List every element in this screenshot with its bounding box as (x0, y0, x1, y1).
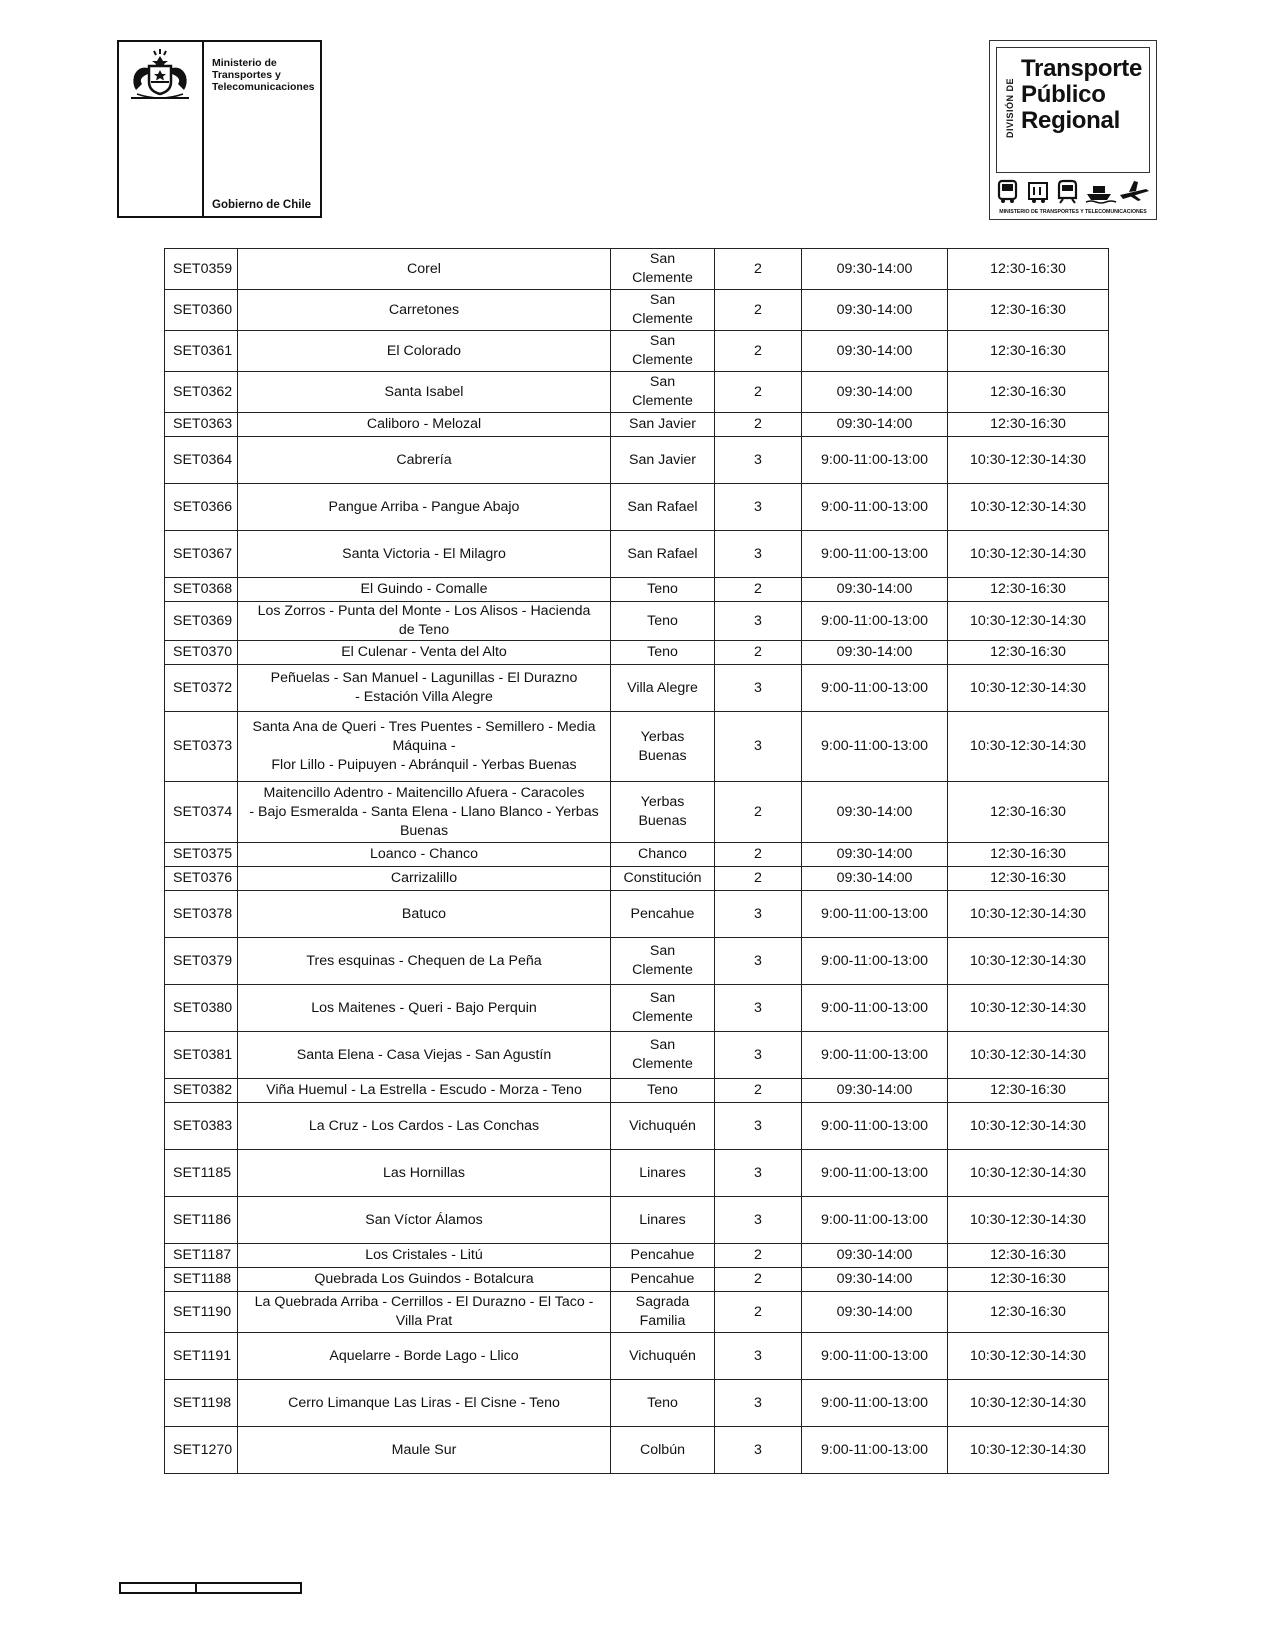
cell-schedule-b: 12:30-16:30 (948, 1244, 1109, 1268)
cell-schedule-a: 09:30-14:00 (802, 1268, 948, 1292)
table-row (165, 843, 1109, 867)
dtpr-title: Transporte Público Regional (1021, 55, 1143, 134)
cell-schedule-a: 9:00-11:00-13:00 (802, 602, 948, 641)
cell-commune: Linares (611, 1150, 715, 1197)
cell-schedule-b: 12:30-16:30 (948, 249, 1109, 290)
cell-schedule-a: 9:00-11:00-13:00 (802, 531, 948, 578)
table-row (165, 891, 1109, 938)
cell-code: SET0376 (165, 867, 238, 891)
table-row (165, 1333, 1109, 1380)
cell-route: Caliboro - Melozal (238, 413, 611, 437)
cell-schedule-a: 09:30-14:00 (802, 372, 948, 413)
cell-schedule-a: 09:30-14:00 (802, 843, 948, 867)
cell-frequency: 3 (715, 484, 802, 531)
cell-code: SET0362 (165, 372, 238, 413)
cell-frequency: 2 (715, 249, 802, 290)
table-row (165, 413, 1109, 437)
cell-commune: San Clemente (611, 938, 715, 985)
cell-commune: Teno (611, 1380, 715, 1427)
cell-frequency: 3 (715, 531, 802, 578)
cell-schedule-a: 09:30-14:00 (802, 331, 948, 372)
cell-schedule-b: 12:30-16:30 (948, 413, 1109, 437)
cell-route: El Guindo - Comalle (238, 578, 611, 602)
cell-code: SET0381 (165, 1032, 238, 1079)
cell-frequency: 2 (715, 1268, 802, 1292)
cell-frequency: 3 (715, 1103, 802, 1150)
table-row (165, 1150, 1109, 1197)
cell-code: SET0368 (165, 578, 238, 602)
cell-frequency: 3 (715, 602, 802, 641)
cell-schedule-b: 10:30-12:30-14:30 (948, 985, 1109, 1032)
minibus-icon (1029, 183, 1047, 203)
plane-icon (1120, 181, 1149, 201)
table-row (165, 1380, 1109, 1427)
cell-code: SET0373 (165, 712, 238, 782)
table-row (165, 531, 1109, 578)
cell-commune: Sagrada Familia (611, 1292, 715, 1333)
schedule-table (164, 248, 1109, 1474)
cell-commune: San Javier (611, 437, 715, 484)
cell-code: SET0378 (165, 891, 238, 938)
cell-schedule-a: 9:00-11:00-13:00 (802, 938, 948, 985)
ministry-logo (117, 40, 322, 218)
cell-schedule-a: 9:00-11:00-13:00 (802, 985, 948, 1032)
cell-frequency: 3 (715, 938, 802, 985)
cell-route: La Cruz - Los Cardos - Las Conchas (238, 1103, 611, 1150)
cell-route: Pangue Arriba - Pangue Abajo (238, 484, 611, 531)
cell-frequency: 2 (715, 1292, 802, 1333)
table-row (165, 331, 1109, 372)
cell-schedule-a: 9:00-11:00-13:00 (802, 1333, 948, 1380)
cell-frequency: 2 (715, 372, 802, 413)
dtpr-logo-frame (996, 47, 1150, 173)
cell-schedule-b: 12:30-16:30 (948, 372, 1109, 413)
table-row (165, 712, 1109, 782)
cell-schedule-b: 12:30-16:30 (948, 843, 1109, 867)
cell-code: SET0374 (165, 782, 238, 843)
schedule-table-body (165, 249, 1109, 1474)
cell-code: SET0359 (165, 249, 238, 290)
cell-route: Santa Isabel (238, 372, 611, 413)
ministry-name: Ministerio de Transportes y Telecomunicaciones (212, 57, 315, 93)
coat-of-arms-icon (125, 48, 195, 104)
cell-schedule-b: 12:30-16:30 (948, 782, 1109, 843)
table-row (165, 578, 1109, 602)
cell-schedule-b: 10:30-12:30-14:30 (948, 484, 1109, 531)
cell-code: SET0367 (165, 531, 238, 578)
government-name: Gobierno de Chile (212, 199, 312, 211)
train-icon (1059, 181, 1076, 203)
cell-schedule-b: 12:30-16:30 (948, 1268, 1109, 1292)
table-row (165, 1292, 1109, 1333)
cell-frequency: 3 (715, 1380, 802, 1427)
table-row (165, 782, 1109, 843)
cell-commune: Vichuquén (611, 1333, 715, 1380)
table-row (165, 290, 1109, 331)
cell-frequency: 3 (715, 1197, 802, 1244)
boat-icon (1086, 186, 1116, 203)
cell-schedule-a: 09:30-14:00 (802, 867, 948, 891)
cell-frequency: 2 (715, 641, 802, 665)
cell-schedule-a: 09:30-14:00 (802, 1079, 948, 1103)
cell-schedule-b: 10:30-12:30-14:30 (948, 602, 1109, 641)
cell-schedule-a: 09:30-14:00 (802, 641, 948, 665)
cell-commune: Yerbas Buenas (611, 712, 715, 782)
cell-schedule-a: 09:30-14:00 (802, 249, 948, 290)
cell-route: Maule Sur (238, 1427, 611, 1474)
cell-code: SET0375 (165, 843, 238, 867)
table-row (165, 1032, 1109, 1079)
table-row (165, 985, 1109, 1032)
cell-frequency: 3 (715, 985, 802, 1032)
cell-route: Aquelarre - Borde Lago - Llico (238, 1333, 611, 1380)
cell-route: Peñuelas - San Manuel - Lagunillas - El Durazno - Estación Villa Alegre (238, 665, 611, 712)
cell-schedule-a: 9:00-11:00-13:00 (802, 712, 948, 782)
cell-route: Tres esquinas - Chequen de La Peña (238, 938, 611, 985)
cell-code: SET0360 (165, 290, 238, 331)
cell-code: SET0380 (165, 985, 238, 1032)
cell-commune: San Clemente (611, 249, 715, 290)
cell-route: Cabrería (238, 437, 611, 484)
cell-schedule-b: 10:30-12:30-14:30 (948, 665, 1109, 712)
dtpr-division-label: DIVISIÓN DE (1005, 78, 1015, 139)
cell-route: El Culenar - Venta del Alto (238, 641, 611, 665)
cell-schedule-b: 10:30-12:30-14:30 (948, 1380, 1109, 1427)
cell-commune: Yerbas Buenas (611, 782, 715, 843)
cell-frequency: 3 (715, 665, 802, 712)
cell-frequency: 2 (715, 578, 802, 602)
cell-schedule-a: 09:30-14:00 (802, 290, 948, 331)
table-row (165, 665, 1109, 712)
cell-code: SET0363 (165, 413, 238, 437)
cell-schedule-b: 10:30-12:30-14:30 (948, 1150, 1109, 1197)
table-row (165, 602, 1109, 641)
cell-code: SET1191 (165, 1333, 238, 1380)
cell-schedule-b: 12:30-16:30 (948, 578, 1109, 602)
cell-commune: San Clemente (611, 1032, 715, 1079)
cell-code: SET1198 (165, 1380, 238, 1427)
cell-schedule-b: 12:30-16:30 (948, 867, 1109, 891)
cell-commune: San Clemente (611, 372, 715, 413)
cell-code: SET0361 (165, 331, 238, 372)
table-row (165, 641, 1109, 665)
cell-commune: Teno (611, 578, 715, 602)
cell-schedule-b: 12:30-16:30 (948, 290, 1109, 331)
cell-code: SET0366 (165, 484, 238, 531)
cell-code: SET0370 (165, 641, 238, 665)
cell-frequency: 2 (715, 843, 802, 867)
table-row (165, 249, 1109, 290)
table-row (165, 1244, 1109, 1268)
cell-route: Carretones (238, 290, 611, 331)
table-row (165, 372, 1109, 413)
cell-commune: Teno (611, 1079, 715, 1103)
cell-frequency: 3 (715, 1333, 802, 1380)
cell-schedule-a: 9:00-11:00-13:00 (802, 1103, 948, 1150)
cell-commune: Chanco (611, 843, 715, 867)
cell-schedule-a: 09:30-14:00 (802, 1244, 948, 1268)
table-row (165, 1268, 1109, 1292)
cell-schedule-a: 9:00-11:00-13:00 (802, 1427, 948, 1474)
cell-frequency: 3 (715, 1427, 802, 1474)
cell-commune: San Javier (611, 413, 715, 437)
cell-route: Viña Huemul - La Estrella - Escudo - Morza - Teno (238, 1079, 611, 1103)
dtpr-footer-text: MINISTERIO DE TRANSPORTES Y TELECOMUNICACIONES (999, 209, 1147, 215)
cell-route: Quebrada Los Guindos - Botalcura (238, 1268, 611, 1292)
cell-code: SET1190 (165, 1292, 238, 1333)
cell-commune: Colbún (611, 1427, 715, 1474)
cell-frequency: 3 (715, 437, 802, 484)
cell-code: SET1186 (165, 1197, 238, 1244)
cell-route: Las Hornillas (238, 1150, 611, 1197)
cell-schedule-b: 10:30-12:30-14:30 (948, 1427, 1109, 1474)
cell-route: Corel (238, 249, 611, 290)
cell-route: Santa Victoria - El Milagro (238, 531, 611, 578)
cell-frequency: 2 (715, 1244, 802, 1268)
footer-bar-divider (195, 1584, 197, 1592)
cell-code: SET1185 (165, 1150, 238, 1197)
cell-code: SET1270 (165, 1427, 238, 1474)
cell-schedule-a: 9:00-11:00-13:00 (802, 891, 948, 938)
cell-schedule-b: 12:30-16:30 (948, 641, 1109, 665)
cell-route: Los Zorros - Punta del Monte - Los Alisos - Hacienda de Teno (238, 602, 611, 641)
cell-commune: Teno (611, 602, 715, 641)
cell-commune: Linares (611, 1197, 715, 1244)
cell-schedule-b: 10:30-12:30-14:30 (948, 1197, 1109, 1244)
cell-code: SET1187 (165, 1244, 238, 1268)
cell-schedule-a: 09:30-14:00 (802, 578, 948, 602)
cell-route: Santa Ana de Queri - Tres Puentes - Semillero - Media Máquina - Flor Lillo - Puipuyen - Abránquil - Yerbas Buenas (238, 712, 611, 782)
cell-commune: San Rafael (611, 484, 715, 531)
cell-schedule-b: 10:30-12:30-14:30 (948, 1032, 1109, 1079)
cell-schedule-b: 10:30-12:30-14:30 (948, 891, 1109, 938)
cell-schedule-b: 10:30-12:30-14:30 (948, 1333, 1109, 1380)
cell-route: Carrizalillo (238, 867, 611, 891)
cell-frequency: 3 (715, 1032, 802, 1079)
cell-frequency: 2 (715, 867, 802, 891)
cell-frequency: 2 (715, 290, 802, 331)
cell-schedule-a: 9:00-11:00-13:00 (802, 1197, 948, 1244)
cell-schedule-a: 9:00-11:00-13:00 (802, 484, 948, 531)
cell-commune: San Clemente (611, 985, 715, 1032)
cell-schedule-b: 10:30-12:30-14:30 (948, 1103, 1109, 1150)
cell-route: Santa Elena - Casa Viejas - San Agustín (238, 1032, 611, 1079)
table-row (165, 1427, 1109, 1474)
cell-schedule-a: 09:30-14:00 (802, 782, 948, 843)
table-row (165, 1103, 1109, 1150)
cell-commune: Pencahue (611, 1244, 715, 1268)
table-row (165, 437, 1109, 484)
cell-code: SET0379 (165, 938, 238, 985)
cell-frequency: 3 (715, 891, 802, 938)
cell-code: SET0382 (165, 1079, 238, 1103)
cell-schedule-b: 10:30-12:30-14:30 (948, 531, 1109, 578)
cell-commune: Villa Alegre (611, 665, 715, 712)
cell-commune: San Rafael (611, 531, 715, 578)
cell-route: La Quebrada Arriba - Cerrillos - El Durazno - El Taco - Villa Prat (238, 1292, 611, 1333)
cell-commune: Vichuquén (611, 1103, 715, 1150)
cell-commune: Teno (611, 641, 715, 665)
cell-schedule-a: 9:00-11:00-13:00 (802, 437, 948, 484)
cell-schedule-a: 9:00-11:00-13:00 (802, 1380, 948, 1427)
cell-route: El Colorado (238, 331, 611, 372)
cell-frequency: 2 (715, 331, 802, 372)
cell-frequency: 2 (715, 413, 802, 437)
cell-schedule-b: 10:30-12:30-14:30 (948, 437, 1109, 484)
cell-commune: Constitución (611, 867, 715, 891)
cell-route: Los Cristales - Litú (238, 1244, 611, 1268)
cell-schedule-a: 9:00-11:00-13:00 (802, 665, 948, 712)
cell-frequency: 3 (715, 1150, 802, 1197)
cell-commune: Pencahue (611, 1268, 715, 1292)
cell-route: San Víctor Álamos (238, 1197, 611, 1244)
cell-code: SET0364 (165, 437, 238, 484)
cell-route: Batuco (238, 891, 611, 938)
cell-schedule-a: 09:30-14:00 (802, 413, 948, 437)
table-row (165, 938, 1109, 985)
cell-route: Cerro Limanque Las Liras - El Cisne - Teno (238, 1380, 611, 1427)
dtpr-logo (989, 40, 1157, 220)
cell-code: SET0383 (165, 1103, 238, 1150)
cell-code: SET0369 (165, 602, 238, 641)
table-row (165, 1197, 1109, 1244)
cell-code: SET1188 (165, 1268, 238, 1292)
cell-code: SET0372 (165, 665, 238, 712)
cell-schedule-b: 10:30-12:30-14:30 (948, 938, 1109, 985)
bus-icon (999, 181, 1016, 203)
cell-schedule-b: 10:30-12:30-14:30 (948, 712, 1109, 782)
cell-route: Maitencillo Adentro - Maitencillo Afuera - Caracoles - Bajo Esmeralda - Santa Elena - Llano Blanco - Yerbas Buenas (238, 782, 611, 843)
logo-divider (202, 42, 204, 216)
cell-commune: Pencahue (611, 891, 715, 938)
cell-schedule-a: 09:30-14:00 (802, 1292, 948, 1333)
transport-modes-icons (996, 178, 1152, 204)
table-row (165, 867, 1109, 891)
table-row (165, 484, 1109, 531)
table-row (165, 1079, 1109, 1103)
cell-schedule-b: 12:30-16:30 (948, 1292, 1109, 1333)
cell-frequency: 2 (715, 782, 802, 843)
footer-bar (119, 1582, 302, 1594)
cell-commune: San Clemente (611, 331, 715, 372)
cell-frequency: 2 (715, 1079, 802, 1103)
cell-schedule-b: 12:30-16:30 (948, 331, 1109, 372)
cell-route: Loanco - Chanco (238, 843, 611, 867)
cell-commune: San Clemente (611, 290, 715, 331)
cell-route: Los Maitenes - Queri - Bajo Perquin (238, 985, 611, 1032)
cell-schedule-b: 12:30-16:30 (948, 1079, 1109, 1103)
cell-frequency: 3 (715, 712, 802, 782)
cell-schedule-a: 9:00-11:00-13:00 (802, 1150, 948, 1197)
cell-schedule-a: 9:00-11:00-13:00 (802, 1032, 948, 1079)
